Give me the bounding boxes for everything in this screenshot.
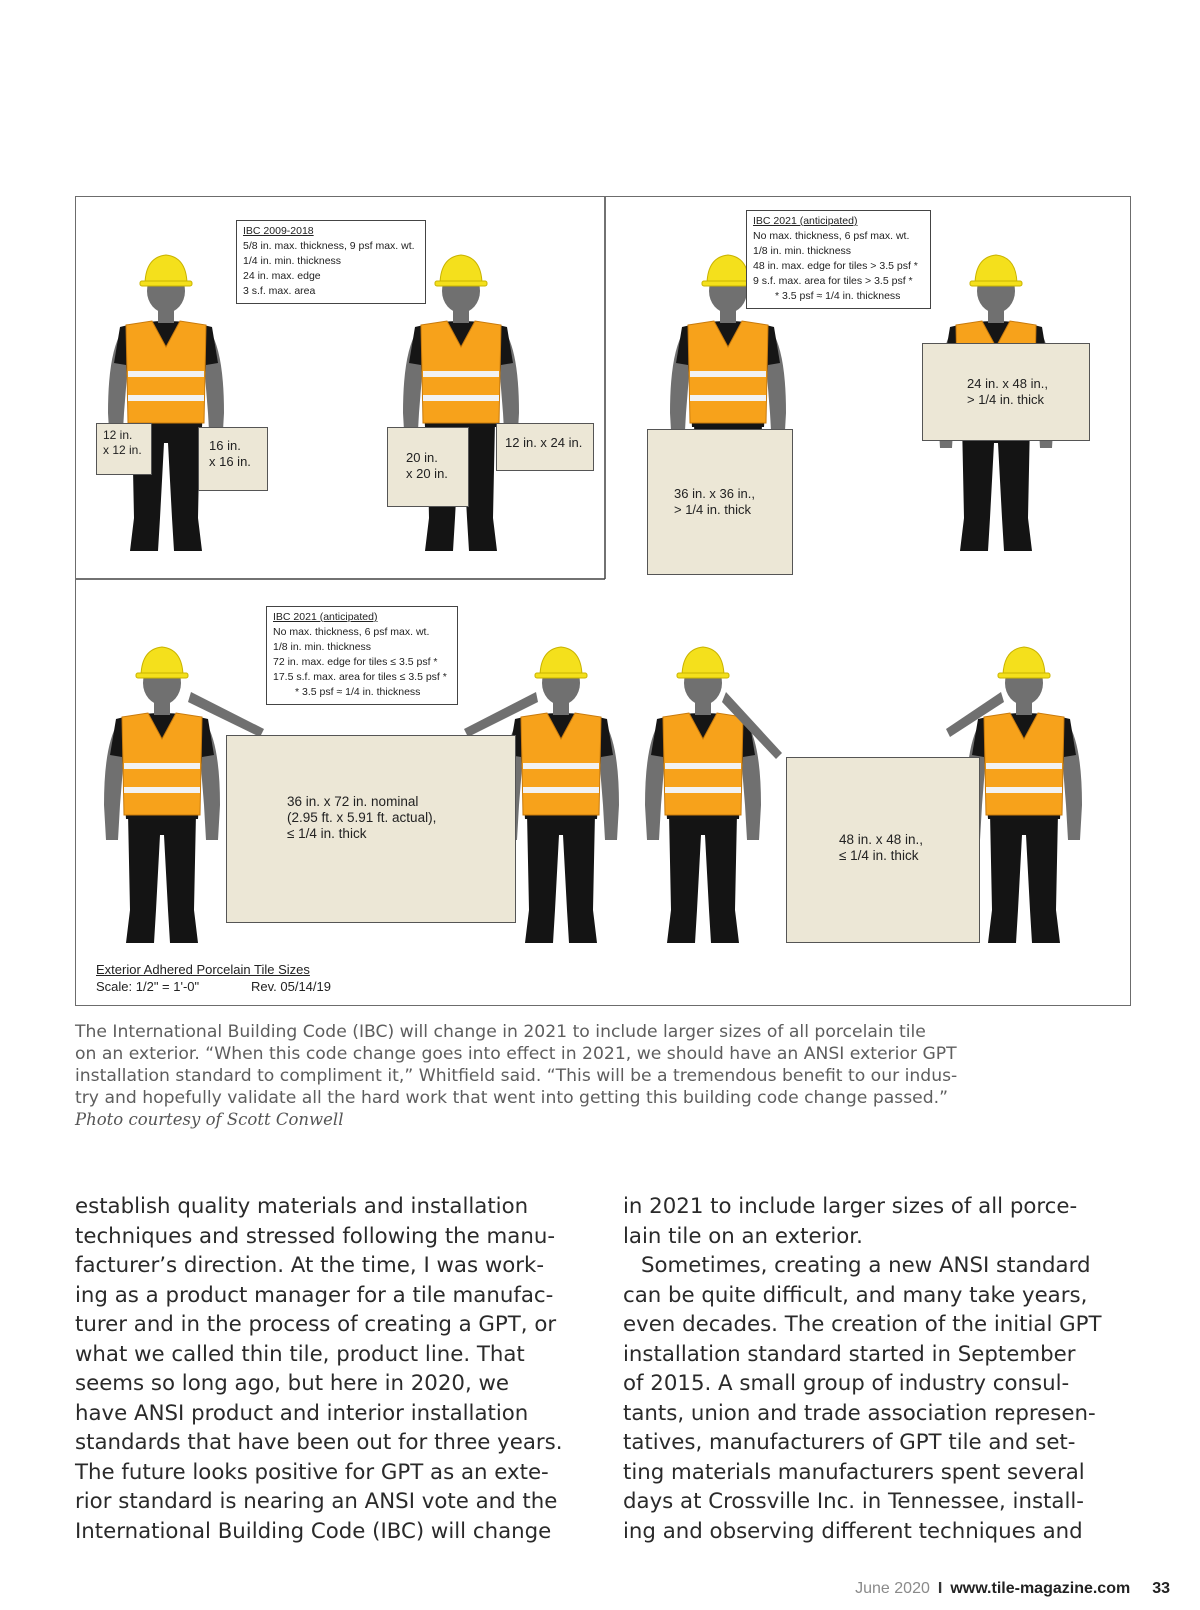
text-line: ting materials manufacturers spent several	[623, 1459, 1085, 1485]
tile-label: 20 in.	[406, 450, 438, 465]
tile-label: 36 in. x 72 in. nominal	[287, 794, 419, 809]
text-line: facturer’s direction. At the time, I was work-	[75, 1253, 545, 1278]
text-line: in 2021 to include larger sizes of all porce-	[623, 1194, 1078, 1219]
note-line: 9 s.f. max. area for tiles > 3.5 psf *	[753, 275, 913, 287]
website-link[interactable]: www.tile-magazine.com	[950, 1580, 1131, 1597]
text-line: can be quite difficult, and many take years,	[623, 1282, 1088, 1308]
legend-scale: Scale: 1/2" = 1'-0"	[96, 979, 200, 994]
tile-12x12	[96, 423, 152, 475]
tile-label: x 20 in.	[406, 466, 448, 481]
note-line: 17.5 s.f. max. area for tiles ≤ 3.5 psf *	[273, 671, 447, 683]
article-column-right	[623, 1192, 1143, 1546]
legend-title: Exterior Adhered Porcelain Tile Sizes	[96, 962, 310, 977]
caption-line: installation standard to compliment it,” Whitfield said. “This will be a tremendous benefit to our indus-	[75, 1066, 958, 1086]
note-footnote: * 3.5 psf ≈ 1/4 in. thickness	[775, 290, 901, 302]
text-line: standards that have been out for three years.	[75, 1430, 563, 1455]
text-line: seems so long ago, but here in 2020, we	[75, 1371, 510, 1396]
article-column-left	[75, 1192, 595, 1546]
tile-24x48	[922, 343, 1090, 441]
caption-line: try and hopefully validate all the hard work that went into getting this building code change passed.”	[75, 1088, 949, 1108]
text-line: tants, union and trade association represen-	[623, 1400, 1096, 1426]
ibc-2009-2018-note	[236, 220, 426, 304]
text-line: have ANSI product and interior installation	[75, 1400, 529, 1426]
text-line: techniques and stressed following the manu-	[75, 1223, 556, 1249]
tile-label: 24 in. x 48 in.,	[967, 376, 1048, 391]
tile-label: ≤ 1/4 in. thick	[839, 848, 919, 863]
tile-label: > 1/4 in. thick	[674, 502, 751, 517]
page-number: 33	[1152, 1580, 1170, 1597]
tile-16x16	[198, 427, 268, 491]
note-title: IBC 2009-2018	[243, 225, 314, 237]
text-line: what we called thin tile, product line. That	[75, 1341, 525, 1367]
figure-illustration	[75, 196, 1131, 1006]
text-line: turer and in the process of creating a GPT, or	[75, 1312, 557, 1337]
note-line: 72 in. max. edge for tiles ≤ 3.5 psf *	[273, 656, 438, 668]
text-line: ing as a product manager for a tile manufac-	[75, 1282, 554, 1308]
tile-label: 16 in.	[209, 438, 241, 453]
note-line: 3 s.f. max. area	[243, 285, 316, 297]
ibc-2021-note-bottom	[266, 606, 458, 705]
text-line: International Building Code (IBC) will change	[75, 1518, 552, 1544]
note-line: 5/8 in. max. thickness, 9 psf max. wt.	[243, 240, 415, 252]
tile-label: 12 in.	[103, 428, 133, 442]
tile-20x20	[387, 427, 469, 507]
tile-label: ≤ 1/4 in. thick	[287, 826, 367, 841]
text-line: The future looks positive for GPT as an exte-	[75, 1459, 549, 1485]
footer-separator: I	[937, 1580, 943, 1597]
tile-label: (2.95 ft. x 5.91 ft. actual),	[287, 810, 437, 825]
note-line: 48 in. max. edge for tiles > 3.5 psf *	[753, 260, 918, 272]
legend-revision: Rev. 05/14/19	[251, 979, 331, 994]
tile-label: 12 in. x 24 in.	[505, 435, 583, 450]
caption-line: on an exterior. “When this code change goes into effect in 2021, we should have an ANSI exterior GPT	[75, 1044, 957, 1064]
tile-36x36	[647, 429, 793, 575]
tile-label: x 12 in.	[103, 443, 142, 457]
note-title: IBC 2021 (anticipated)	[753, 215, 858, 227]
note-line: 1/4 in. min. thickness	[243, 255, 342, 267]
tile-label: 36 in. x 36 in.,	[674, 486, 755, 501]
figure-caption	[75, 1021, 1131, 1131]
tile-label: 48 in. x 48 in.,	[839, 832, 924, 847]
note-line: 24 in. max. edge	[243, 270, 321, 282]
text-line: tatives, manufacturers of GPT tile and set-	[623, 1430, 1076, 1455]
issue-date: June 2020	[855, 1580, 930, 1597]
photo-credit: Photo courtesy of Scott Conwell	[75, 1110, 344, 1129]
tile-label: x 16 in.	[209, 454, 251, 469]
tile-label: > 1/4 in. thick	[967, 392, 1044, 407]
caption-line: The International Building Code (IBC) will change in 2021 to include larger sizes of all porcelain tile	[75, 1022, 926, 1042]
text-line: ing and observing different techniques and	[623, 1518, 1083, 1544]
tile-36x72	[226, 735, 516, 923]
note-footnote: * 3.5 psf ≈ 1/4 in. thickness	[295, 686, 421, 698]
note-line: 1/8 in. min. thickness	[753, 245, 852, 257]
text-line: installation standard started in September	[623, 1341, 1076, 1367]
tile-12x24	[496, 423, 594, 471]
note-line: 1/8 in. min. thickness	[273, 641, 372, 653]
note-line: No max. thickness, 6 psf max. wt.	[273, 626, 430, 638]
text-line: even decades. The creation of the initial GPT	[623, 1312, 1102, 1337]
text-line: rior standard is nearing an ANSI vote and the	[75, 1489, 558, 1514]
figure-legend	[96, 961, 331, 995]
text-line: lain tile on an exterior.	[623, 1223, 863, 1249]
text-line: days at Crossville Inc. in Tennessee, install-	[623, 1489, 1084, 1514]
note-title: IBC 2021 (anticipated)	[273, 611, 378, 623]
note-line: No max. thickness, 6 psf max. wt.	[753, 230, 910, 242]
paragraph-start-line: Sometimes, creating a new ANSI standard	[641, 1253, 1091, 1278]
ibc-2021-note-top	[746, 210, 931, 309]
text-line: establish quality materials and installation	[75, 1194, 529, 1219]
page-footer	[855, 1580, 1170, 1598]
text-line: of 2015. A small group of industry consul-	[623, 1371, 1070, 1396]
tile-48x48	[786, 757, 980, 943]
